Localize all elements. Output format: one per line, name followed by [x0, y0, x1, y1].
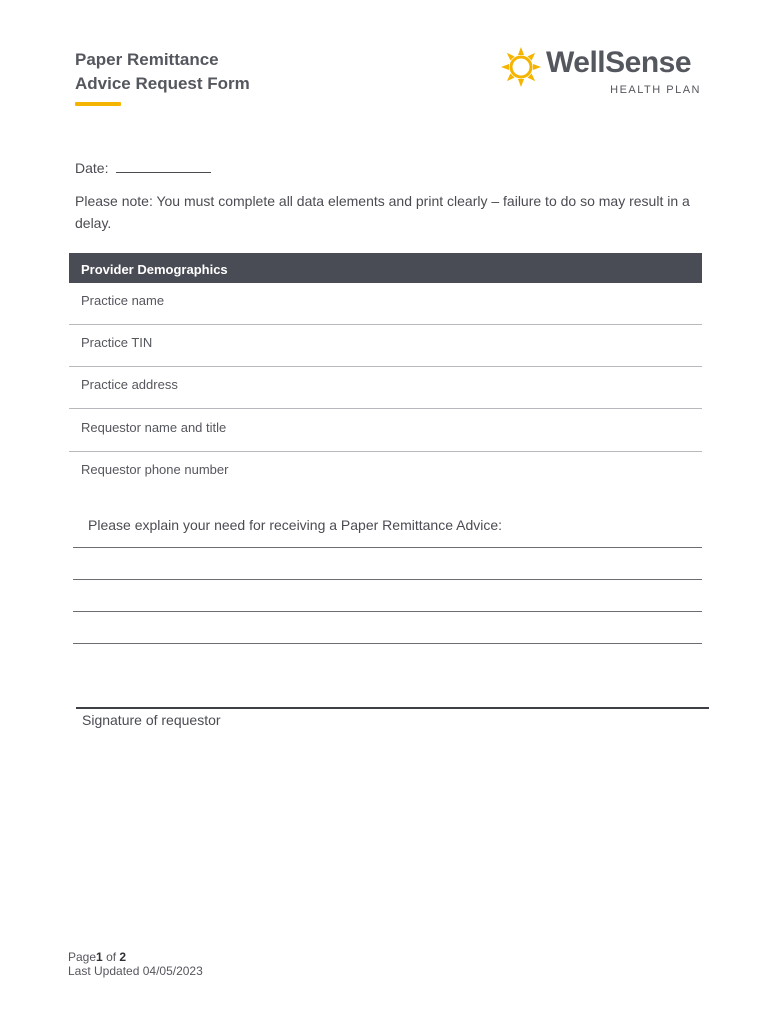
form-title-line1: Paper Remittance	[75, 50, 219, 69]
page-total: 2	[119, 950, 127, 964]
field-label: Practice address	[81, 377, 178, 392]
form-title-line2: Advice Request Form	[75, 74, 250, 93]
page-number	[68, 950, 203, 964]
signature-line[interactable]	[76, 707, 709, 709]
logo-tagline: HEALTH PLAN	[610, 84, 701, 96]
title-accent-bar	[75, 102, 121, 106]
field-label: Requestor phone number	[81, 462, 229, 477]
explain-answer-line-2[interactable]	[73, 579, 702, 580]
logo-wordmark: WellSense	[546, 46, 692, 79]
field-label: Practice name	[81, 293, 165, 308]
form-title	[75, 48, 250, 96]
explain-answer-line-3[interactable]	[73, 611, 702, 612]
page-footer	[68, 950, 203, 978]
sun-icon	[500, 46, 542, 88]
requestor-name-title-field[interactable]	[69, 410, 702, 452]
explain-need-prompt: Please explain your need for receiving a Paper Remittance Advice:	[88, 517, 503, 533]
field-label: Practice TIN	[81, 335, 153, 350]
field-label: Requestor name and title	[81, 420, 227, 435]
of-word: of	[106, 950, 117, 964]
practice-name-field[interactable]	[69, 283, 702, 325]
explain-answer-line-1[interactable]	[73, 547, 702, 548]
date-row	[75, 160, 211, 176]
instructions-note: Please note: You must complete all data elements and print clearly – failure to do so may result in a delay.	[75, 193, 690, 231]
wellsense-logo	[500, 44, 705, 100]
date-label: Date:	[75, 160, 109, 176]
practice-tin-field[interactable]	[69, 325, 702, 367]
page-current: 1	[96, 950, 103, 964]
explain-answer-line-4[interactable]	[73, 643, 702, 644]
date-blank[interactable]	[116, 160, 211, 173]
last-updated: Last Updated 04/05/2023	[68, 964, 203, 978]
page-word: Page	[68, 950, 97, 964]
requestor-phone-field[interactable]	[69, 452, 702, 494]
signature-label: Signature of requestor	[82, 712, 221, 728]
practice-address-field[interactable]	[69, 367, 702, 409]
provider-demographics-header: Provider Demographics	[69, 253, 702, 283]
